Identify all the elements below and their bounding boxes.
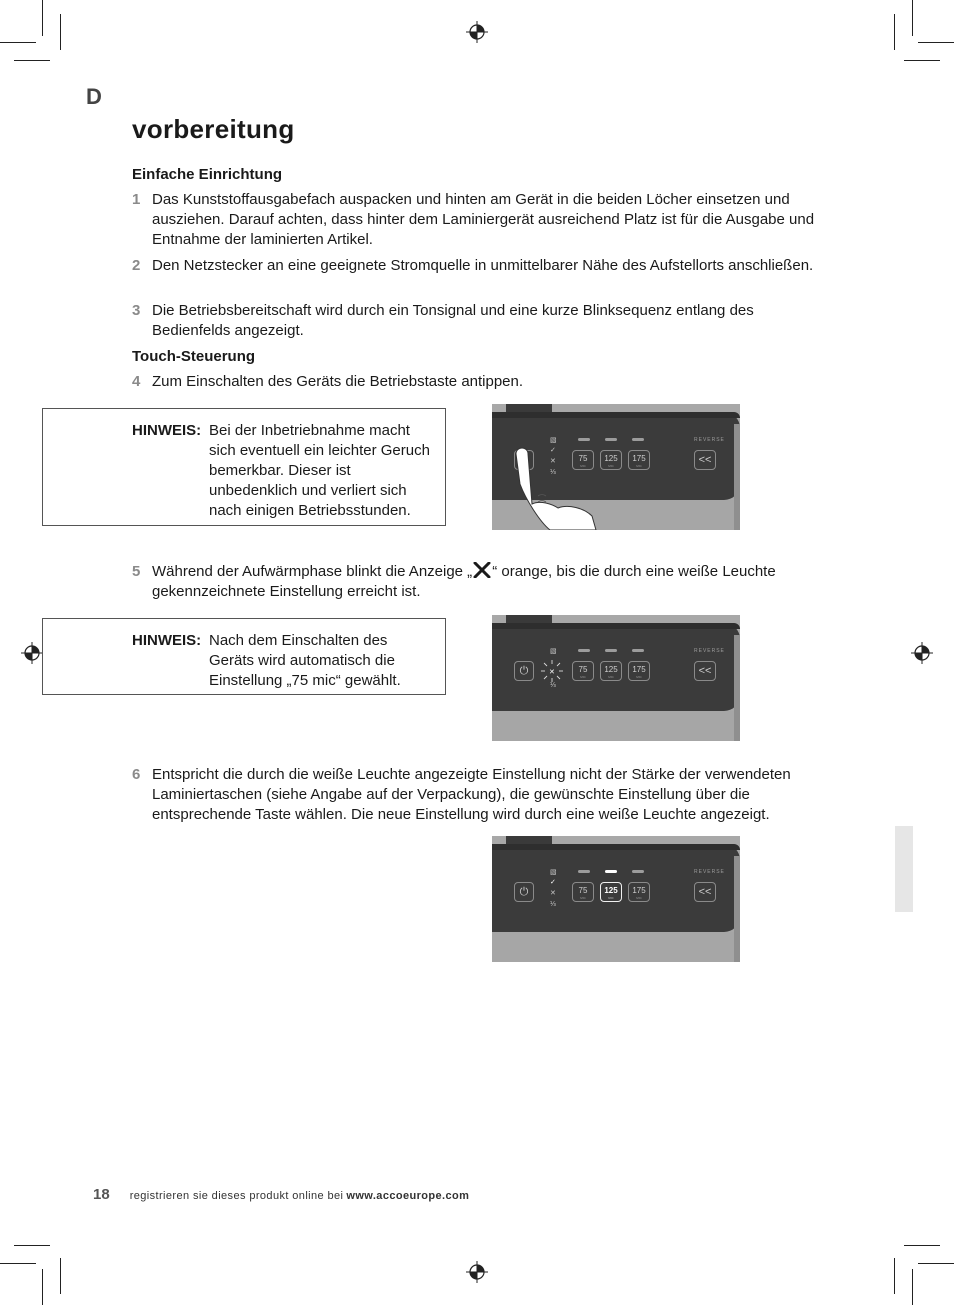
device-panel-image (492, 836, 740, 962)
crop-mark (918, 1263, 954, 1264)
crop-mark (0, 1263, 36, 1264)
step-text: Die Betriebsbereitschaft wird durch ein Tonsignal und eine kurze Blinksequenz entlang des Bedienfelds angezeigt. (152, 302, 754, 339)
step-number: 1 (132, 191, 141, 208)
heating-x-icon: ✕ (550, 458, 556, 465)
temp-button-175: 175 MIC (628, 661, 650, 681)
crop-mark (912, 1269, 913, 1305)
device-panel-image (492, 404, 740, 530)
note-box (42, 408, 446, 526)
temp-button-75: 75 MIC (572, 661, 594, 681)
step-text: Den Netzstecker an eine geeignete Stromquelle in unmittelbarer Nähe des Aufstellorts anschließen. (152, 257, 814, 274)
reverse-button: << (694, 661, 716, 681)
cold-icon: ▧ (550, 869, 557, 876)
indicator-light (578, 870, 590, 873)
crop-mark (60, 1258, 61, 1294)
crop-mark (912, 0, 913, 36)
registration-mark-icon (21, 642, 43, 664)
indicator-light (578, 649, 590, 652)
language-marker: D (86, 84, 102, 109)
note-text: Nach dem Einschalten des Geräts wird automatisch die Einstellung „75 mic“ gewählt. (209, 632, 401, 689)
power-icon: ⏻ (514, 882, 534, 902)
step-number: 5 (132, 563, 141, 580)
blink-rays-icon (540, 659, 564, 683)
footer-url[interactable]: www.accoeurope.com (346, 1190, 470, 1202)
page-number: 18 (93, 1186, 110, 1203)
step-5 (132, 562, 832, 602)
registration-mark-icon (466, 21, 488, 43)
step-number: 6 (132, 766, 141, 783)
side-tab-marker (895, 826, 913, 912)
registration-mark-icon (466, 1261, 488, 1283)
step-number: 4 (132, 373, 141, 390)
page-title: vorbereitung (132, 114, 295, 144)
note-label: HINWEIS: (132, 632, 202, 649)
indicator-light-active (605, 870, 617, 873)
reverse-label: REVERSE (694, 869, 725, 875)
step-1 (132, 190, 832, 250)
note-box (42, 618, 446, 695)
heating-x-icon (472, 562, 492, 578)
touch-heading: Touch-Steuerung (132, 348, 256, 365)
registration-mark-icon (911, 642, 933, 664)
crop-mark (894, 14, 895, 50)
step-4 (132, 372, 832, 392)
crop-mark (0, 42, 36, 43)
crop-mark (918, 42, 954, 43)
step-6 (132, 765, 832, 825)
reverse-icon: ⅓ (550, 682, 556, 689)
crop-mark (904, 60, 940, 61)
crop-mark (60, 14, 61, 50)
crop-mark (894, 1258, 895, 1294)
heating-x-icon: ✕ (549, 669, 555, 676)
step-text: Während der Aufwärmphase blinkt die Anzeige „ “ orange, bis die durch eine weiße Leuchte gekennzeichnete Einstellung erreicht ist. (152, 563, 776, 600)
crop-mark (14, 60, 50, 61)
step-text: Zum Einschalten des Geräts die Betriebstaste antippen. (152, 373, 524, 390)
footer-text: registrieren sie dieses produkt online bei (129, 1190, 344, 1202)
reverse-icon: ⅓ (550, 469, 556, 476)
cold-icon: ▧ (550, 437, 557, 444)
crop-mark (42, 1269, 43, 1305)
step-3 (132, 301, 832, 341)
reverse-button: << (694, 450, 716, 470)
step-text: Das Kunststoffausgabefach auspacken und hinten am Gerät in die beiden Löcher einsetzen und ausziehen. Darauf achten, dass hinter dem Laminiergerät ausreichend Platz ist für die Ausgabe und Entnahme der laminierten Artikel. (152, 191, 815, 248)
step-number: 2 (132, 257, 141, 274)
indicator-light (632, 649, 644, 652)
reverse-label: REVERSE (694, 437, 725, 443)
reverse-label: REVERSE (694, 648, 725, 654)
setup-heading: Einfache Einrichtung (132, 166, 283, 183)
temp-button-125: 125 MIC (600, 450, 622, 470)
temp-button-125: 125 MIC (600, 661, 622, 681)
temp-button-125-active: 125 MIC (600, 882, 622, 902)
temp-button-75: 75 MIC (572, 450, 594, 470)
power-icon: ⏻ (514, 661, 534, 681)
finger-icon (492, 404, 740, 530)
crop-mark (904, 1245, 940, 1246)
check-icon: ✓ (550, 447, 556, 454)
indicator-light (605, 649, 617, 652)
note-label: HINWEIS: (132, 422, 202, 439)
crop-mark (14, 1245, 50, 1246)
temp-button-175: 175 MIC (628, 450, 650, 470)
step-2 (132, 256, 832, 276)
indicator-light (632, 870, 644, 873)
footer (93, 1186, 469, 1203)
check-icon: ✓ (550, 879, 556, 886)
heating-x-icon: ✕ (550, 890, 556, 897)
crop-mark (42, 0, 43, 36)
reverse-button: << (694, 882, 716, 902)
step-number: 3 (132, 302, 141, 319)
note-text: Bei der Inbetriebnahme macht sich eventuell ein leichter Geruch bemerkbar. Dieser ist unbedenklich und verliert sich nach einigen Betriebsstunden. (209, 422, 430, 519)
reverse-icon: ⅓ (550, 901, 556, 908)
temp-button-75: 75 MIC (572, 882, 594, 902)
cold-icon: ▧ (550, 648, 557, 655)
device-panel-image (492, 615, 740, 741)
temp-button-175: 175 MIC (628, 882, 650, 902)
step-text: Entspricht die durch die weiße Leuchte angezeigte Einstellung nicht der Stärke der verwendeten Laminiertaschen (siehe Angabe auf der Verpackung), die gewünschte Einstellung über die entsprechende Taste wählen. Die neue Einstellung wird durch eine weiße Leuchte angezeigt. (152, 766, 791, 823)
